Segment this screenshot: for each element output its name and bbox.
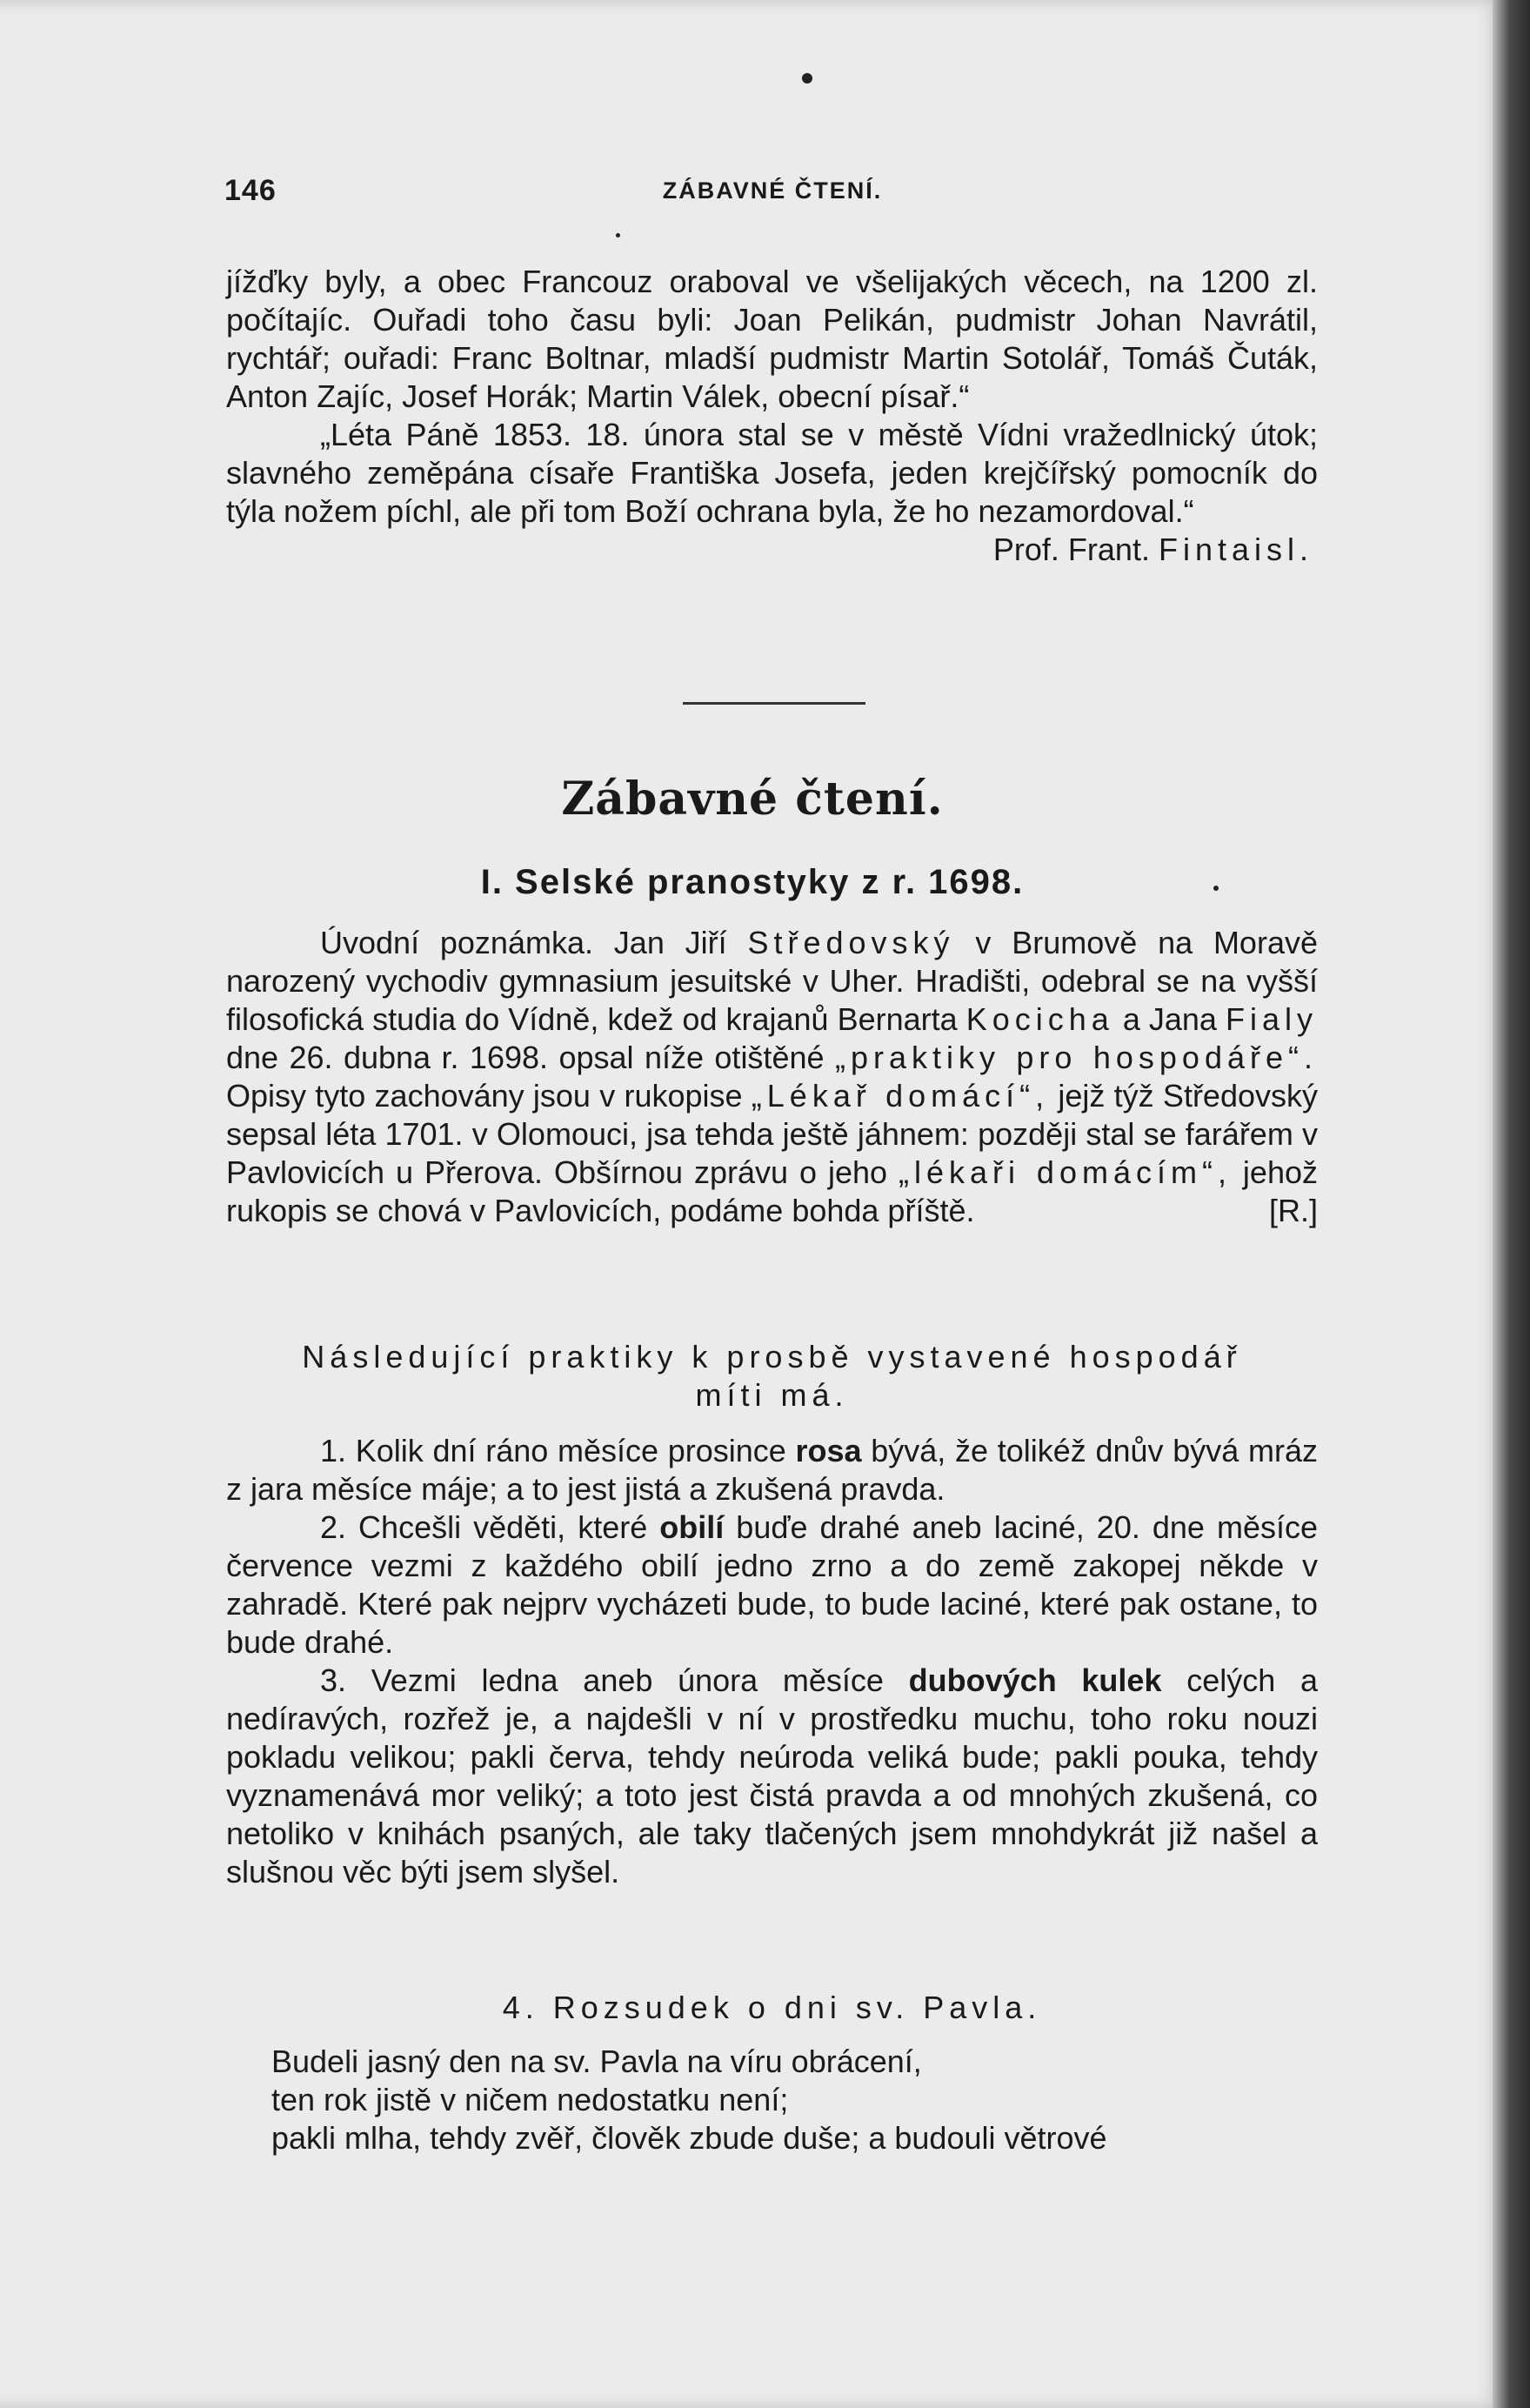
item-text: 1. Kolik dní ráno měsíce prosince xyxy=(320,1433,786,1468)
section-divider xyxy=(683,702,865,705)
item-text: 3. Vezmi ledna aneb února měsíce xyxy=(320,1662,884,1698)
note-name-fiala: Fialy xyxy=(1225,1001,1318,1037)
item-1 xyxy=(226,1432,1318,1508)
note-paragraph xyxy=(226,924,1318,1230)
note-name-kocich: Kocicha xyxy=(965,1001,1114,1037)
page-header xyxy=(224,174,1320,217)
item-2 xyxy=(226,1508,1318,1662)
intro-text xyxy=(226,263,1318,569)
note-title-praktiky: „praktiky pro hospodáře“. xyxy=(834,1040,1318,1075)
intro-paragraph-1: jížďky byly, a obec Francouz oraboval ve všelijakých věcech, na 1200 zl. počítajíc. Ouřadi toho času byli: Joan Pelikán, pudmistr Johan Navrátil, rychtář; ouřadi: Franc Boltnar, mladší pudmistr Martin Sotolář, Tomáš Čuták, Anton Zajíc, Josef Horák; Martin Válek, obecní písař.“ xyxy=(226,264,1318,414)
section-title: Zábavné čtení. xyxy=(561,773,944,826)
note-text: jejž týž Středovský sepsal léta 1701. v Olomouci, jsa tehda ještě jáhnem: později stal se farářem v Pavlovicích u Přerova. Obšírnou zprávu o jeho xyxy=(226,1078,1318,1190)
note-text: a Jana xyxy=(1122,1001,1217,1037)
note-initial: [R.] xyxy=(1268,1193,1318,1228)
page-number: 146 xyxy=(224,174,277,207)
note-name-stredovsky: Středovský xyxy=(747,925,955,960)
items-list xyxy=(226,1432,1318,1891)
verse-line-2: ten rok jistě v ničem nedostatku není; xyxy=(271,2082,789,2117)
note-title-lekari: „lékaři domácím“, xyxy=(898,1154,1232,1190)
paper-speck xyxy=(616,233,620,237)
note-text: v Brumově na Moravě narozený vychodiv gymnasium jesuitské v Uher. Hradišti, odebral se na vyšší filosofická studia do Vídně, kdež od krajanů Bernarta xyxy=(226,925,1318,1037)
list-heading xyxy=(226,1338,1318,1415)
intro-paragraph-2: „Léta Páně 1853. 18. února stal se v městě Vídni vražedlnický útok; slavného zeměpána císaře Františka Josefa, jeden krejčířský pomocník do týla nožem píchl, ale při tom Boží ochrana byla, že ho nezamordoval.“ xyxy=(226,417,1318,529)
item-3 xyxy=(226,1662,1318,1891)
item-text: bývá, že tolikéž dnův bývá mráz z jara měsíce máje; a to jest jistá a zkušená pravda. xyxy=(226,1433,1318,1507)
note-text: dne 26. dubna r. 1698. opsal níže otištěné xyxy=(226,1040,825,1075)
note-title-lekar: „Lékař domácí“, xyxy=(751,1078,1050,1114)
verse-line-3: pakli mlha, tehdy zvěř, člověk zbude duše; a budouli větrové xyxy=(271,2120,1107,2156)
running-title: ZÁBAVNÉ ČTENÍ. xyxy=(662,177,883,204)
item-text: buďe drahé aneb laciné, 20. dne měsíce července vezmi z každého obilí jedno zrno a do země zakopej někde v zahradě. Které pak nejprv vycházeti bude, to bude laciné, které pak ostane, to bude drahé. xyxy=(226,1509,1318,1660)
list-heading-line-2: míti má. xyxy=(695,1377,849,1413)
list-heading-line-1: Následující praktiky k prosbě vystavené hospodář xyxy=(302,1339,1242,1375)
page-edge-shadow xyxy=(1493,0,1530,2408)
item-keyword: obilí xyxy=(659,1509,725,1545)
signature-prefix: Prof. Frant. xyxy=(992,532,1150,567)
note-text: Opisy tyto zachovány jsou v rukopise xyxy=(226,1078,743,1114)
signature-name: Fintaisl. xyxy=(1158,532,1313,567)
signature xyxy=(226,531,1318,569)
introductory-note xyxy=(226,924,1318,1230)
item-text: 2. Chcešli věděti, které xyxy=(320,1509,648,1545)
item-4-verse xyxy=(271,2043,1320,2157)
section-subtitle: I. Selské pranostyky z r. 1698. xyxy=(480,863,1025,901)
item-keyword: dubových kulek xyxy=(908,1662,1162,1698)
verse-line-1: Budeli jasný den na sv. Pavla na víru obrácení, xyxy=(271,2043,922,2079)
item-4-heading-block xyxy=(226,1989,1318,2027)
paper-speck xyxy=(1213,886,1219,891)
item-4-heading: 4. Rozsudek o dni sv. Pavla. xyxy=(502,1990,1042,2025)
note-text: Úvodní poznámka. Jan Jiří xyxy=(320,925,727,960)
note-text: jehož rukopis se chová v Pavlovicích, podáme bohda příště. xyxy=(226,1154,1318,1228)
paper-speck xyxy=(802,73,812,84)
item-text: celých a nedíravých, rozřež je, a najdešli v ní v prostředku muchu, toho roku nouzi pokladu velikou; pakli červa, tehdy neúroda veliká bude; pakli pouka, tehdy vyznamenává mor veliký; a toto jest čistá pravda a od mnohých zkušená, co netoliko v knihách psaných, ale taky tlačených jsem mnohdykrát již našel a slušnou věc býti jsem slyšel. xyxy=(226,1662,1318,1890)
item-keyword: rosa xyxy=(795,1433,862,1468)
